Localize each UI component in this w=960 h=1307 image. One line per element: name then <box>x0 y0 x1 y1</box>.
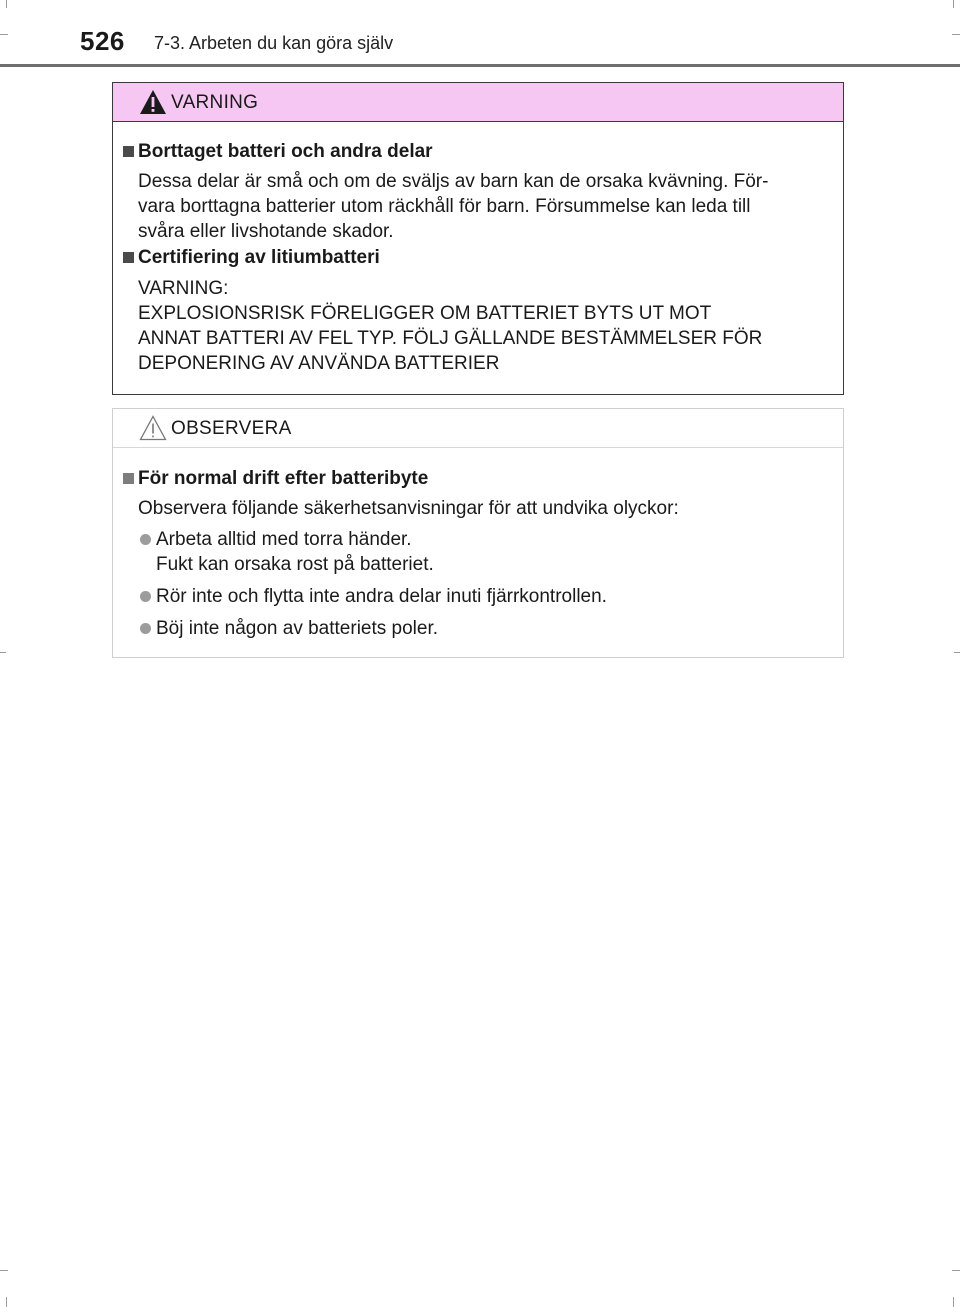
notice-intro: Observera följande säkerhetsanvisningar för att undvika olyckor: <box>138 498 679 519</box>
crop-mark <box>0 652 6 653</box>
warning-item-text: Dessa delar är små och om de sväljs av barn kan de orsaka kvävning. För- vara borttagna batterier utom räckhåll för barn. Försummelse kan leda till svåra eller livshotande skador. <box>138 171 769 242</box>
warning-title: VARNING <box>171 92 259 113</box>
notice-heading: För normal drift efter batteribyte <box>138 468 429 489</box>
warning-box <box>112 82 844 395</box>
warning-item-text: VARNING: EXPLOSIONSRISK FÖRELIGGER OM BATTERIET BYTS UT MOT ANNAT BATTERI AV FEL TYP. FÖLJ GÄLLANDE BESTÄMMELSER FÖR DEPONERING AV ANVÄNDA BATTERIER <box>138 278 763 374</box>
crop-mark <box>952 1270 960 1271</box>
page-header <box>0 0 960 70</box>
crop-mark <box>954 652 960 653</box>
page-number: 526 <box>80 26 125 56</box>
notice-header <box>113 409 843 448</box>
notice-bullet: Arbeta alltid med torra händer. Fukt kan orsaka rost på batteriet. <box>156 529 434 575</box>
warning-triangle-icon <box>139 89 167 115</box>
crop-mark <box>0 1270 8 1271</box>
section-square-icon <box>123 473 134 484</box>
notice-bullet: Böj inte någon av batteriets poler. <box>156 618 439 639</box>
caution-triangle-icon <box>139 415 167 441</box>
header-rule <box>0 64 960 67</box>
section-square-icon <box>123 146 134 157</box>
section-square-icon <box>123 252 134 263</box>
crop-mark <box>6 1297 7 1307</box>
notice-title: OBSERVERA <box>171 418 292 439</box>
warning-header <box>113 83 843 122</box>
warning-item-heading: Borttaget batteri och andra delar <box>138 141 433 162</box>
section-title: 7-3. Arbeten du kan göra själv <box>154 33 394 53</box>
bullet-dot-icon <box>140 591 151 602</box>
bullet-dot-icon <box>140 534 151 545</box>
crop-mark <box>953 1297 954 1307</box>
warning-item-heading: Certifiering av litiumbatteri <box>138 247 380 268</box>
notice-bullet: Rör inte och flytta inte andra delar inuti fjärrkontrollen. <box>156 586 607 607</box>
notice-box <box>112 408 844 658</box>
bullet-dot-icon <box>140 623 151 634</box>
